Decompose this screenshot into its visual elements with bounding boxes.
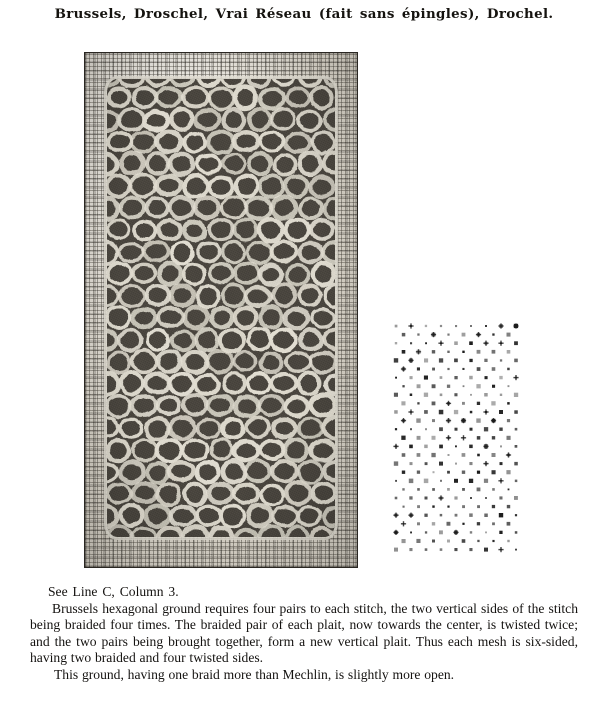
body-paragraph-1: Brussels hexagonal ground requires four pairs to each stitch, the two vertical sides of the stitch being braided four times. The braided pair of each plait, now towards the center, is twisted twice; and the two pairs being brought together, form a new vertical plait. Thus each mesh is six-sided, having two braided and four twisted sides.	[30, 600, 578, 666]
body-text-block	[30, 584, 578, 684]
pricking-dot-diagram	[392, 322, 524, 554]
page-title: Brussels, Droschel, Vrai Réseau (fait sans épingles), Drochel.	[54, 6, 554, 22]
lace-photograph	[84, 52, 358, 568]
hexagonal-mesh-field	[107, 79, 335, 537]
mesh-holes	[107, 79, 335, 537]
body-paragraph-2: This ground, having one braid more than Mechlin, is slightly more open.	[54, 666, 455, 682]
plate-reference-caption: See Line C, Column 3.	[48, 584, 179, 599]
